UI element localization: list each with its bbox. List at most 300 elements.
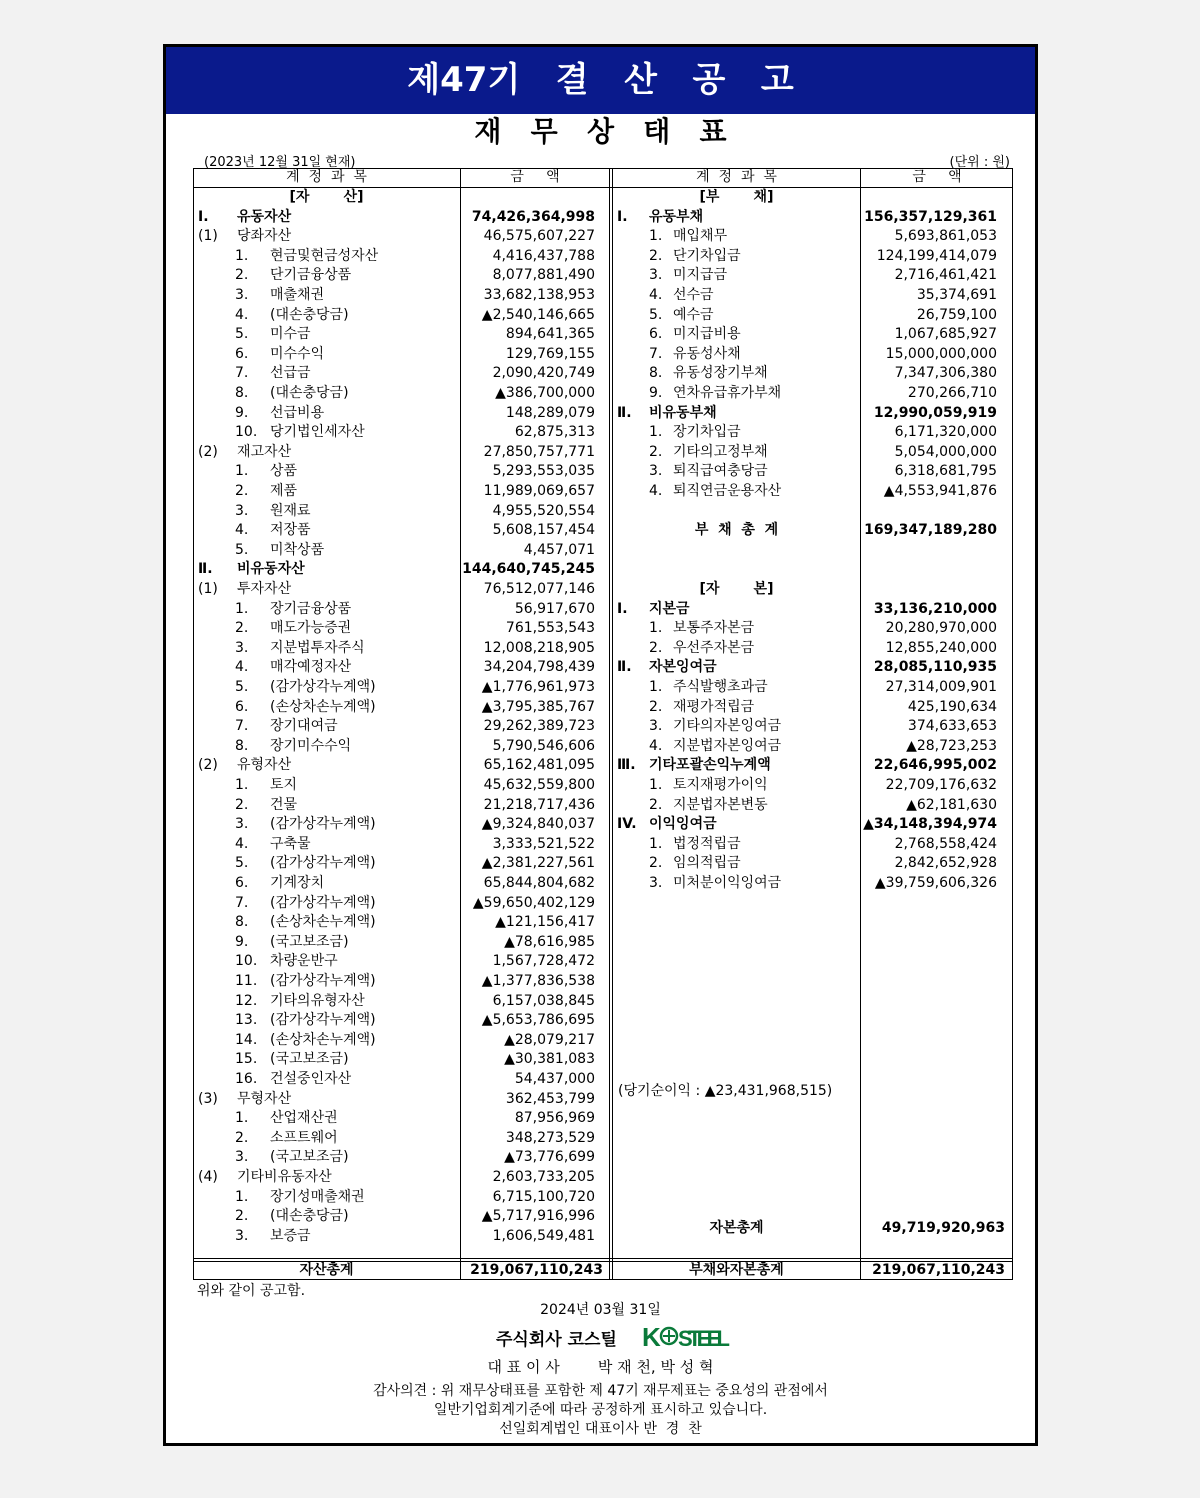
svg-text:K: K <box>642 1322 661 1351</box>
account-row <box>193 972 603 991</box>
account-number: 1. <box>235 247 249 264</box>
account-amount: 46,575,607,227 <box>483 228 595 245</box>
account-number: Ⅰ. <box>617 600 628 617</box>
account-row <box>193 266 603 285</box>
account-row <box>193 1031 603 1050</box>
account-row <box>193 345 603 364</box>
header-account-right: 계 정 과 목 <box>696 169 777 185</box>
account-number: IV. <box>617 816 637 833</box>
account-amount: 6,157,038,845 <box>492 992 595 1009</box>
account-row <box>193 404 603 423</box>
account-amount: 12,990,059,919 <box>873 404 997 421</box>
account-number: 1. <box>235 600 249 617</box>
account-row <box>193 247 603 266</box>
account-row <box>193 1188 603 1207</box>
account-number: (3) <box>198 1090 218 1107</box>
account-number: 1. <box>649 777 663 793</box>
net-income-note: (당기순이익 : ▲23,431,968,515) <box>618 1083 833 1099</box>
account-number: 3. <box>649 463 663 480</box>
account-amount: 129,769,155 <box>505 345 595 362</box>
account-amount: 20,280,970,000 <box>885 620 997 637</box>
account-amount: 87,956,969 <box>514 1110 595 1127</box>
account-amount: ▲78,616,985 <box>504 933 595 950</box>
account-amount: 35,374,691 <box>916 287 997 303</box>
account-number: (4) <box>198 1169 218 1185</box>
section-heading <box>613 188 1005 207</box>
account-number: 5. <box>235 541 249 558</box>
account-number: 16. <box>235 1071 258 1087</box>
account-number: 3. <box>235 502 249 519</box>
account-number: 2. <box>649 855 663 872</box>
account-number: 4. <box>235 522 249 539</box>
account-amount: 12,855,240,000 <box>885 639 997 656</box>
total-rule <box>193 1258 1013 1259</box>
account-row <box>193 384 603 403</box>
account-amount: 74,426,364,998 <box>471 208 595 225</box>
account-label: 지분법자본잉여금 <box>673 737 782 754</box>
account-row <box>193 756 603 775</box>
account-number: Ⅱ. <box>198 561 213 578</box>
account-number: (1) <box>198 581 218 597</box>
account-label: (감가상각누계액) <box>270 855 376 872</box>
account-amount: 156,357,129,361 <box>864 208 997 225</box>
account-label: 재평가적립금 <box>673 698 755 715</box>
account-row <box>193 815 603 834</box>
account-number: 9. <box>649 385 663 401</box>
header-amount-right: 금 액 <box>912 169 962 185</box>
account-label: (감가상각누계액) <box>270 894 376 911</box>
account-number: 7. <box>235 894 249 911</box>
account-amount: ▲1,776,961,973 <box>481 679 595 695</box>
account-row <box>193 698 603 717</box>
account-row <box>613 306 1005 325</box>
account-row <box>193 1168 603 1187</box>
account-row <box>193 286 603 305</box>
account-row <box>193 600 603 619</box>
account-row <box>193 560 603 579</box>
account-row <box>193 1109 603 1128</box>
account-number: 1. <box>649 835 663 852</box>
account-label: 보통주자본금 <box>673 620 755 637</box>
account-label: 유동성사채 <box>673 345 741 362</box>
account-amount: 21,218,717,436 <box>483 796 595 813</box>
account-number: 4. <box>649 287 663 303</box>
account-amount: ▲5,653,786,695 <box>481 1012 595 1029</box>
account-number: 13. <box>235 1012 258 1029</box>
account-label: 기타의고정부채 <box>673 443 768 460</box>
section-label: [자 산] <box>289 189 364 205</box>
account-number: 1. <box>235 463 249 480</box>
account-label: 구축물 <box>270 835 311 852</box>
account-amount: 894,641,365 <box>505 326 595 343</box>
account-label: (손상차손누계액) <box>270 914 376 931</box>
account-amount: 148,289,079 <box>505 404 595 421</box>
account-row <box>193 325 603 344</box>
account-row <box>193 1129 603 1148</box>
account-label: 매도가능증권 <box>270 620 352 637</box>
account-amount: 22,646,995,002 <box>873 757 997 774</box>
account-row <box>193 502 603 521</box>
announcement-title: 제47기 결 산 공 고 <box>166 47 1035 114</box>
account-number: 6. <box>235 345 249 362</box>
account-label: 보증금 <box>270 1227 311 1244</box>
account-number: 2. <box>235 796 249 813</box>
account-label: 제품 <box>270 483 298 499</box>
account-label: 건설중인자산 <box>270 1071 352 1087</box>
account-row <box>613 717 1005 736</box>
company-logo <box>642 1321 732 1351</box>
account-row <box>613 227 1005 246</box>
account-label: 예수금 <box>673 306 714 323</box>
account-label: 선급비용 <box>270 404 325 421</box>
account-amount: 124,199,414,079 <box>876 247 997 264</box>
account-amount: 362,453,799 <box>505 1090 595 1107</box>
account-number: 2. <box>649 639 663 656</box>
account-label: (감가상각누계액) <box>270 679 376 695</box>
account-row <box>193 1227 603 1246</box>
account-number: 4. <box>235 835 249 852</box>
account-number: 8. <box>235 385 249 401</box>
account-label: 퇴직급여충당금 <box>673 463 768 480</box>
account-number: 11. <box>235 973 258 989</box>
announcement-date: 2024년 03월 31일 <box>540 1302 661 1318</box>
account-number: 2. <box>235 483 249 499</box>
account-label: (국고보조금) <box>270 1051 349 1068</box>
account-amount: 12,008,218,905 <box>483 639 595 656</box>
account-label: 미지급금 <box>673 267 728 284</box>
account-label: 기타의유형자산 <box>270 992 365 1009</box>
account-number: Ⅰ. <box>617 208 628 225</box>
account-number: 6. <box>235 875 249 891</box>
account-number: 3. <box>649 718 663 735</box>
account-amount: 76,512,077,146 <box>483 581 595 597</box>
account-label: 기계장치 <box>270 875 325 891</box>
account-number: 8. <box>235 737 249 754</box>
as-of-date: (2023년 12월 31일 현재) <box>204 155 356 170</box>
account-number: 1. <box>235 1110 249 1127</box>
account-amount: 3,333,521,522 <box>492 835 595 852</box>
equity-total-label: 자본총계 <box>709 1220 764 1236</box>
account-label: (손상차손누계액) <box>270 1031 376 1048</box>
account-row <box>613 815 1005 834</box>
section-label: [부 채] <box>699 189 774 205</box>
account-number: 9. <box>235 404 249 421</box>
auditor-signature: 선일회계법인 대표이사 반 경 찬 <box>499 1421 702 1437</box>
account-label: (손상차손누계액) <box>270 698 376 715</box>
account-amount: 2,090,420,749 <box>492 365 595 382</box>
account-number: 4. <box>649 737 663 754</box>
account-number: 2. <box>235 267 249 284</box>
account-label: (감가상각누계액) <box>270 816 376 833</box>
account-amount: ▲386,700,000 <box>495 385 595 401</box>
account-number: 4. <box>649 483 663 499</box>
account-amount: 270,266,710 <box>907 385 997 401</box>
account-row <box>193 658 603 677</box>
account-amount: ▲1,377,836,538 <box>481 973 595 989</box>
account-row <box>193 541 603 560</box>
blank-row <box>613 560 1005 579</box>
account-amount: ▲3,795,385,767 <box>481 698 595 715</box>
account-label: 미수수익 <box>270 345 325 362</box>
account-label: 미처분이익잉여금 <box>673 875 782 891</box>
account-amount: ▲2,381,227,561 <box>481 855 595 872</box>
account-label: 당좌자산 <box>237 228 292 245</box>
account-amount: ▲28,079,217 <box>504 1031 595 1048</box>
account-number: 10. <box>235 953 258 970</box>
account-row <box>193 1011 603 1030</box>
account-label: 장기미수수익 <box>270 737 352 754</box>
account-amount: 5,608,157,454 <box>492 522 595 539</box>
account-row <box>613 325 1005 344</box>
account-number: 2. <box>235 1208 249 1225</box>
blank-row <box>613 541 1005 560</box>
account-row <box>193 952 603 971</box>
account-amount: ▲121,156,417 <box>495 914 595 931</box>
account-row <box>193 462 603 481</box>
account-amount: ▲4,553,941,876 <box>883 483 997 499</box>
section-heading <box>193 188 603 207</box>
account-amount: 34,204,798,439 <box>483 659 595 676</box>
account-row <box>193 619 603 638</box>
account-amount: 425,190,634 <box>907 698 997 715</box>
unit-label: (단위 : 원) <box>949 155 1010 170</box>
account-row <box>613 247 1005 266</box>
account-amount: 5,790,546,606 <box>492 737 595 754</box>
account-amount: ▲5,717,916,996 <box>481 1208 595 1225</box>
ceo-line: 대 표 이 사 박 재 천, 박 성 혁 <box>487 1358 714 1376</box>
account-amount: ▲2,540,146,665 <box>481 306 595 323</box>
account-label: 이익잉여금 <box>649 816 717 833</box>
account-label: 연차유급휴가부채 <box>673 385 782 401</box>
account-amount: 7,347,306,380 <box>894 365 997 382</box>
account-row <box>193 521 603 540</box>
account-number: 15. <box>235 1051 258 1068</box>
account-row <box>193 1070 603 1089</box>
account-number: 6. <box>649 326 663 343</box>
account-row <box>193 1050 603 1069</box>
account-label: 재고자산 <box>237 443 292 460</box>
account-amount: ▲30,381,083 <box>504 1051 595 1068</box>
account-row <box>193 364 603 383</box>
account-row <box>193 208 603 227</box>
account-number: 14. <box>235 1031 258 1048</box>
account-label: 현금및현금성자산 <box>270 247 379 264</box>
account-label: 선수금 <box>673 287 714 303</box>
account-label: 차량운반구 <box>270 953 338 970</box>
account-label: 산업재산권 <box>270 1110 338 1127</box>
account-row <box>193 678 603 697</box>
account-label: 장기금융상품 <box>270 600 352 617</box>
account-label: 주식발행초과금 <box>673 679 768 695</box>
liab-equity-total-label: 부채와자본총계 <box>689 1262 784 1278</box>
account-amount: 2,603,733,205 <box>492 1169 595 1185</box>
account-amount: 54,437,000 <box>514 1071 595 1087</box>
account-amount: 5,293,553,035 <box>492 463 595 480</box>
account-amount: 4,457,071 <box>523 541 595 558</box>
account-label: 유동성장기부채 <box>673 365 768 382</box>
account-number: (2) <box>198 443 218 460</box>
account-label: 기타포괄손익누계액 <box>649 757 771 774</box>
account-row <box>193 423 603 442</box>
account-amount: 29,262,389,723 <box>483 718 595 735</box>
account-label: 소프트웨어 <box>270 1129 338 1146</box>
account-amount: 374,633,653 <box>907 718 997 735</box>
account-row <box>613 384 1005 403</box>
account-label: 미수금 <box>270 326 311 343</box>
equity-total-amount: 49,719,920,963 <box>881 1220 1005 1236</box>
account-row <box>193 874 603 893</box>
account-row <box>613 658 1005 677</box>
account-number: 10. <box>235 424 258 441</box>
account-amount: 33,682,138,953 <box>483 287 595 303</box>
account-label: 퇴직연금운용자산 <box>673 483 782 499</box>
subtotal-amount: 169,347,189,280 <box>864 522 997 539</box>
account-label: 미지급비용 <box>673 326 741 343</box>
account-number: 4. <box>235 659 249 676</box>
header-account-left: 계 정 과 목 <box>286 169 367 185</box>
account-amount: 6,171,320,000 <box>894 424 997 441</box>
account-row <box>613 462 1005 481</box>
account-row <box>193 1090 603 1109</box>
account-amount: 6,715,100,720 <box>492 1188 595 1205</box>
account-row <box>193 835 603 854</box>
account-row <box>613 776 1005 795</box>
account-row <box>613 423 1005 442</box>
account-row <box>193 1207 603 1226</box>
announcement-note: 위와 같이 공고함. <box>197 1283 306 1299</box>
account-amount: 4,416,437,788 <box>492 247 595 264</box>
account-row <box>193 854 603 873</box>
account-amount: 348,273,529 <box>505 1129 595 1146</box>
account-amount: 5,693,861,053 <box>894 228 997 245</box>
account-number: 2. <box>649 247 663 264</box>
account-number: 5. <box>235 855 249 872</box>
account-number: 2. <box>235 1129 249 1146</box>
account-number: 12. <box>235 992 258 1009</box>
account-label: 지분법자본변동 <box>673 796 768 813</box>
account-row <box>613 639 1005 658</box>
account-label: 유형자산 <box>237 757 292 774</box>
account-row <box>613 600 1005 619</box>
account-label: 장기대여금 <box>270 718 338 735</box>
company-name: 주식회사 코스틸 <box>496 1330 617 1350</box>
account-label: 매출채권 <box>270 287 325 303</box>
account-number: Ⅰ. <box>198 208 209 225</box>
account-number: 6. <box>235 698 249 715</box>
account-row <box>613 835 1005 854</box>
account-label: 자본잉여금 <box>649 659 717 676</box>
account-label: 미착상품 <box>270 541 325 558</box>
account-number: 1. <box>649 424 663 441</box>
account-amount: ▲28,723,253 <box>906 737 997 754</box>
account-label: (대손충당금) <box>270 306 349 323</box>
account-number: 5. <box>235 679 249 695</box>
account-row <box>613 482 1005 501</box>
account-row <box>613 345 1005 364</box>
account-label: 매각예정자산 <box>270 659 352 676</box>
account-label: 기타의자본잉여금 <box>673 718 782 735</box>
account-number: 8. <box>649 365 663 382</box>
account-row <box>613 737 1005 756</box>
account-label: (감가상각누계액) <box>270 973 376 989</box>
account-row <box>613 756 1005 775</box>
account-amount: 22,709,176,632 <box>885 777 997 793</box>
account-row <box>613 208 1005 227</box>
header-amount-left: 금 액 <box>510 169 560 185</box>
account-amount: ▲34,148,394,974 <box>863 816 997 833</box>
account-amount: 62,875,313 <box>514 424 595 441</box>
account-number: 3. <box>235 287 249 303</box>
account-amount: ▲9,324,840,037 <box>481 816 595 833</box>
column-divider <box>609 168 610 1280</box>
account-number: Ⅲ. <box>617 757 636 774</box>
account-label: 유동자산 <box>237 208 292 225</box>
account-number: 5. <box>235 326 249 343</box>
account-amount: 2,842,652,928 <box>894 855 997 872</box>
account-label: 기타비유동자산 <box>237 1169 332 1185</box>
statement-title: 재 무 상 태 표 <box>474 115 727 148</box>
account-amount: 27,314,009,901 <box>885 679 997 695</box>
account-number: 4. <box>235 306 249 323</box>
account-row <box>613 874 1005 893</box>
account-amount: 761,553,543 <box>505 620 595 637</box>
account-amount: 8,077,881,490 <box>492 267 595 284</box>
account-label: 매입채무 <box>673 228 728 245</box>
account-amount: 6,318,681,795 <box>894 463 997 480</box>
account-amount: 65,844,804,682 <box>483 875 595 891</box>
account-number: 1. <box>235 777 249 793</box>
account-number: 7. <box>235 365 249 382</box>
account-label: 우선주자본금 <box>673 639 755 656</box>
account-row <box>193 737 603 756</box>
account-number: 7. <box>649 345 663 362</box>
account-label: 원재료 <box>270 502 311 519</box>
account-label: 유동부채 <box>649 208 704 225</box>
account-row <box>193 306 603 325</box>
account-row <box>613 443 1005 462</box>
account-amount: 1,606,549,481 <box>492 1227 595 1244</box>
account-row <box>193 894 603 913</box>
account-amount: 27,850,757,771 <box>483 443 595 460</box>
account-label: 임의적립금 <box>673 855 741 872</box>
balance-sheet-table <box>193 168 1013 1280</box>
account-label: 장기차입금 <box>673 424 741 441</box>
account-number: 3. <box>649 267 663 284</box>
account-label: 저장품 <box>270 522 311 539</box>
account-number: 3. <box>235 1227 249 1244</box>
account-label: 선급금 <box>270 365 311 382</box>
account-amount: 26,759,100 <box>916 306 997 323</box>
account-row <box>193 227 603 246</box>
announcement-sheet <box>163 44 1038 1446</box>
account-label: (대손충당금) <box>270 385 349 401</box>
account-number: 1. <box>649 228 663 245</box>
account-row <box>193 776 603 795</box>
liab-equity-total-amount: 219,067,110,243 <box>872 1262 1005 1278</box>
account-label: 단기금융상품 <box>270 267 352 284</box>
assets-total-label: 자산총계 <box>299 1262 354 1278</box>
account-row <box>613 266 1005 285</box>
account-row <box>193 1148 603 1167</box>
account-amount: 1,567,728,472 <box>492 953 595 970</box>
account-amount: 4,955,520,554 <box>492 502 595 519</box>
account-number: (2) <box>198 757 218 774</box>
account-label: (국고보조금) <box>270 933 349 950</box>
account-label: 투자자산 <box>237 581 292 597</box>
account-number: 2. <box>649 698 663 715</box>
account-row <box>193 717 603 736</box>
account-label: 단기차입금 <box>673 247 741 264</box>
